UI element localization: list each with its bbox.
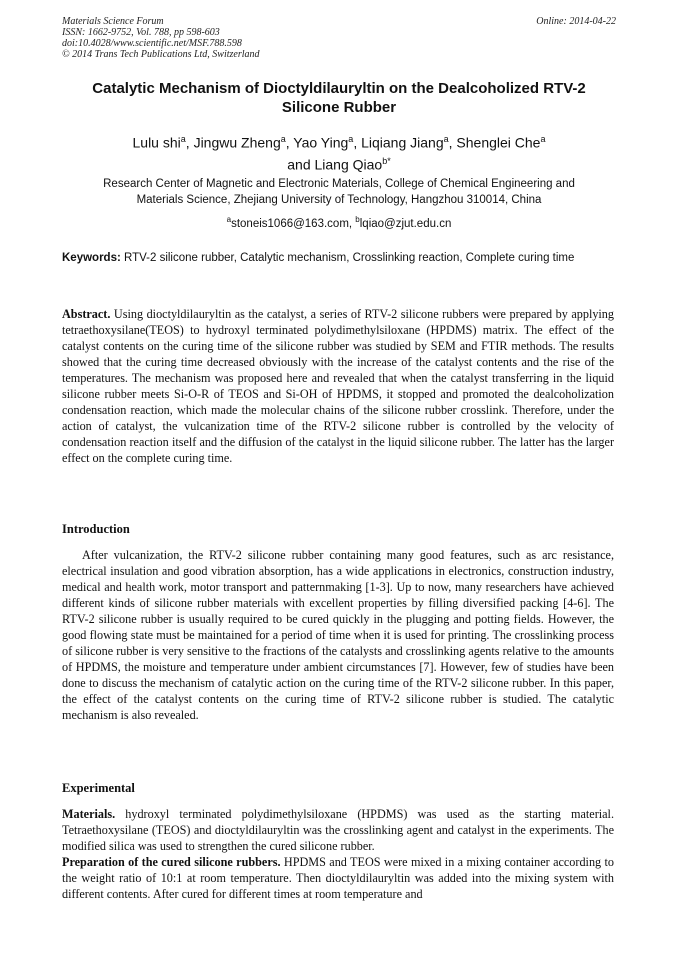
author: Liqiang Jiang xyxy=(361,134,444,151)
keywords-label: Keywords: xyxy=(62,252,121,264)
keywords xyxy=(62,250,614,267)
author-sup: a xyxy=(180,134,186,144)
section-heading-experimental: Experimental xyxy=(62,781,135,795)
preparation-paragraph: Preparation of the cured silicone rubbers. HPDMS and TEOS were mixed in a mixing container according to the weight ratio of 10:1 at room temperature. Then dioctyldilauryltin was added into the mixing system with different contents. After cured for different times at room temperature and xyxy=(62,855,614,901)
section-heading-introduction: Introduction xyxy=(62,522,130,536)
abstract-label: Abstract. xyxy=(62,307,111,321)
author: Yao Ying xyxy=(293,134,349,151)
journal-header xyxy=(62,16,616,60)
author: Jingwu Zheng xyxy=(193,134,281,151)
journal-issn: ISSN: 1662-9752, Vol. 788, pp 598-603 xyxy=(62,27,220,38)
introduction-text: After vulcanization, the RTV-2 silicone rubber containing many good features, such as arc resistance, electrical insulation and good vibration absorption, has a wide applications in electronics, construction industry, medical and health work, motor transport and patternmaking [1-3]. Up to now, many researchers have achieved different kinds of silicone rubber materials with excellent properties by filling diversified packing [4-6]. The RTV-2 silicone rubber is usually required to be cured quickly in the plugging and potting fields. However, the good flowing state must be maintained for a period of time when it is used for printing. The crosslinking process of silicone rubber is very sensitive to the fractions of the catalysts and crosslinking agents relative to the amounts of HPDMS, the moisture and temperature under ambient circumstances [7]. However, few of studies have been done to discuss the mechanism of catalytic action on the curing time of the RTV-2 silicone rubber. In this paper, the effect of the catalyst contents on the curing time of RTV-2 silicone rubber is studied. The catalytic mechanism is also revealed. xyxy=(62,548,614,722)
affiliation: Research Center of Magnetic and Electronic Materials, College of Chemical Engineering and Materials Science, Zhejiang University of Technology, Hangzhou 310014, China xyxy=(103,178,575,206)
journal-copyright: © 2014 Trans Tech Publications Ltd, Switzerland xyxy=(62,49,260,60)
author: and Liang Qiao xyxy=(287,156,383,173)
email-b: lqiao@zjut.edu.cn xyxy=(359,217,452,230)
email-a: stoneis1066@163.com, xyxy=(231,217,356,230)
author-sup: b* xyxy=(382,155,391,166)
journal-doi: doi:10.4028/www.scientific.net/MSF.788.598 xyxy=(62,38,242,49)
keywords-text: RTV-2 silicone rubber, Catalytic mechanism, Crosslinking reaction, Complete curing time xyxy=(120,252,575,264)
author-list: Lulu shi$^a$, Jingwu Zheng$^a$, Yao Ying$^a$, Liqiang Jiang$^a$, Shenglei Che$^a$ and Liang Qiao$^{b*}$ xyxy=(132,134,546,173)
journal-name: Materials Science Forum xyxy=(62,16,164,27)
author-sup: a xyxy=(280,134,286,144)
author: Lulu shi xyxy=(132,134,181,151)
author-sup: a xyxy=(540,134,546,144)
title-line-1: Catalytic Mechanism of Dioctyldilauryltin on the Dealcoholized RTV-2 xyxy=(92,80,586,97)
materials-paragraph: Materials. hydroxyl terminated polydimethylsiloxane (HPDMS) was used as the starting material. Tetraethoxysilane (TEOS) and dioctyldilauryltin was the crosslinking agent and catalyst in the experiments. The modified silica was used to strengthen the cured silicone rubber. xyxy=(62,807,614,853)
preparation-label: Preparation of the cured silicone rubbers. xyxy=(62,855,281,869)
author-sup: a xyxy=(443,134,449,144)
author-emails: $^a$stoneis1066@163.com, $^b$lqiao@zjut.edu.cn xyxy=(226,215,452,230)
online-date: Online: 2014-04-22 xyxy=(536,16,616,27)
title-line-2: Silicone Rubber xyxy=(281,99,397,116)
abstract xyxy=(62,306,614,466)
experimental-text xyxy=(62,806,614,902)
materials-label: Materials. xyxy=(62,807,116,821)
author: Shenglei Che xyxy=(456,134,541,151)
abstract-text: Using dioctyldilauryltin as the catalyst, a series of RTV-2 silicone rubbers were prepared by applying tetraethoxysilane(TEOS) to hydroxyl terminated polydimethylsiloxane (HPDMS) matrix. The effect of the catalyst contents on the curing time of the silicone rubber was studied by SEM and FTIR methods. The results showed that the curing time decreased obviously with the increase of the catalyst contents and the rise of the temperatures. The mechanism was proposed here and revealed that when the catalyst transferring in the liquid silicone rubber meets Si-O-R of TEOS and Si-OH of HPDMS, it stopped and promoted the dealcoholization condensation reaction, which made the molecular chains of the silicone rubber crosslink. Therefore, under the action of catalyst, the vulcanization time of the RTV-2 silicone rubber is controlled by the velocity of condensation reaction itself and the diffusion of the catalyst in the liquid silicone rubber. The latter has the larger effect on the complete curing time. xyxy=(62,307,614,465)
paper-title xyxy=(62,79,616,117)
author-sup: a xyxy=(348,134,354,144)
